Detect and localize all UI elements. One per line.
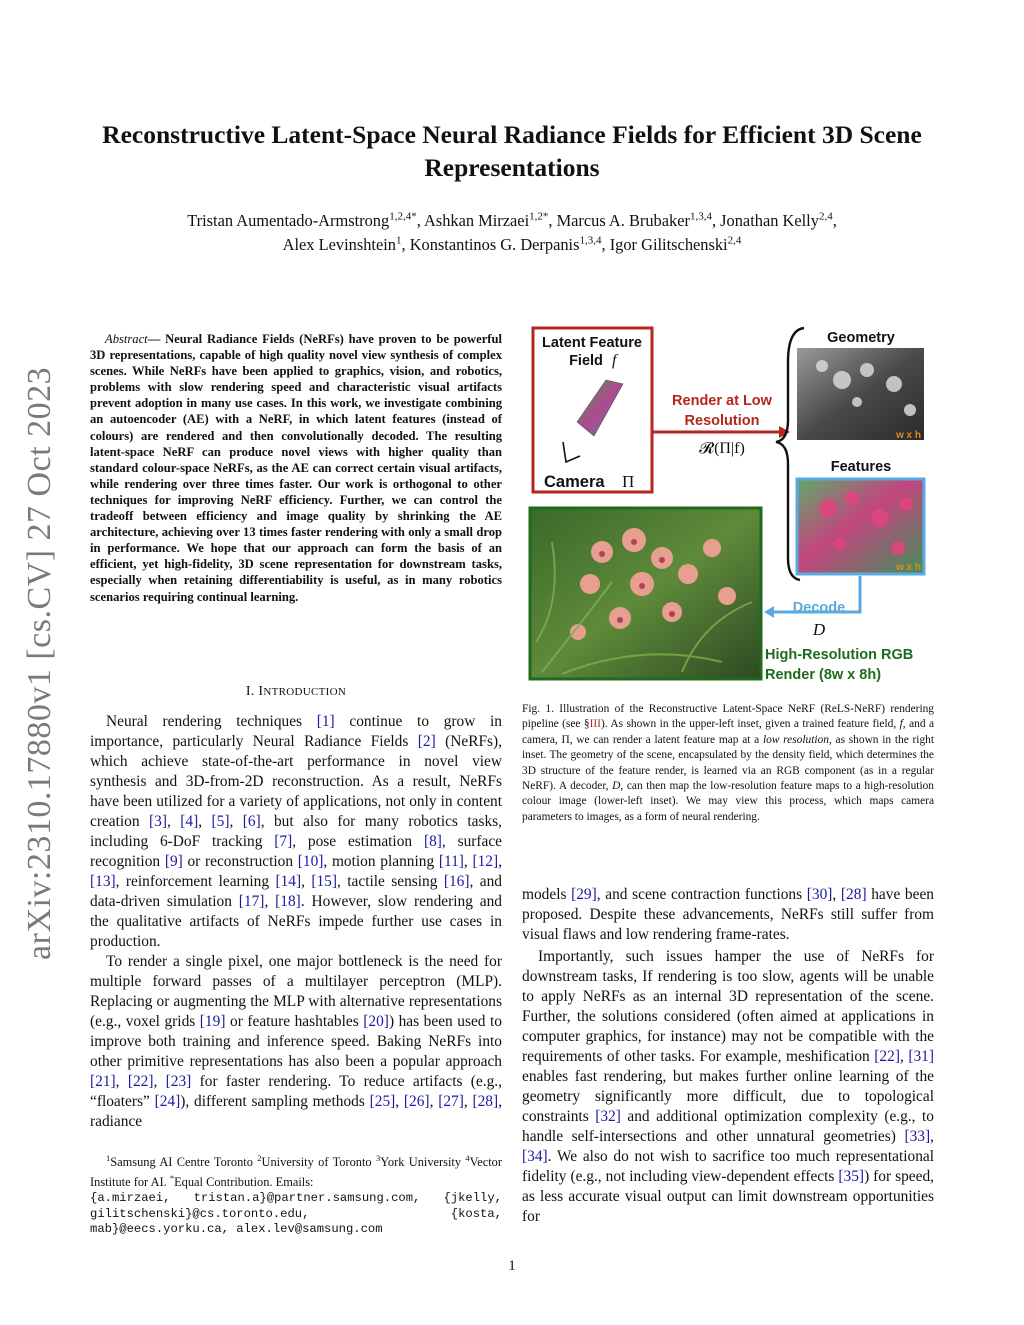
- geometry-label: Geometry: [827, 330, 895, 346]
- author-name: Marcus A. Brubaker: [556, 211, 690, 230]
- author-line-1: Tristan Aumentado-Armstrong$^{1,2,4*}$, Ashkan Mirzaei$^{1,2*}$, Marcus A. Brubaker$^{1,3,4}$, Jonathan Kelly$^{2,4}$,: [187, 210, 837, 230]
- intro-paragraph-1: Neural rendering techniques [1] continue to grow in importance, particularly Neural Radiance Fields [2] (NeRFs), which achieve state-of-the-art performance in novel view synthesis and 3D-from-2D reconstruction. As a result, NeRFs have been utilized for a variety of applications, not only in content creation [3], [4], [5], [6], but also for many robotics tasks, including 6-DoF tracking [7], pose estimation [8], surface recognition [9] or reconstruction [10], motion planning [11], [12], [13], reinforcement learning [14], [15], tactile sensing [16], and data-driven simulation [17], [18]. However, slow rendering and the qualitative artifacts of NeRFs impede further use cases in production.: [90, 713, 503, 950]
- citation-link[interactable]: [7]: [274, 833, 293, 850]
- citation-link[interactable]: [29]: [571, 886, 597, 903]
- latent-field-symbol: f: [612, 352, 617, 369]
- decode-label: Decode: [792, 600, 846, 616]
- citation-link[interactable]: [10]: [297, 853, 324, 870]
- citation-link[interactable]: [20]: [363, 1013, 389, 1030]
- citation-link[interactable]: [22]: [874, 1048, 900, 1065]
- camera-label: Camera: [544, 473, 605, 491]
- figure-1-caption: Fig. 1. Illustration of the Reconstructive Latent-Space NeRF (ReLS-NeRF) rendering pipeline (see §III). As shown in the upper-left inset, given a trained feature field, f, and a camera, Π, we can render a latent feature map at a low resolution, as shown in the right inset. The geometry of the scene, encapsulated by the density field, which determines the 3D structure of the feature render, is learned via an RGB component (as in a regular NeRF). A decoder, D, can then map the low-resolution feature maps to a high-resolution colour image (lower-left inset). We may view this process, which maps camera parameters to images, as a form of neural rendering.: [522, 703, 934, 823]
- citation-link[interactable]: [31]: [908, 1048, 934, 1065]
- author-affiliation-marker: 1,2*: [529, 210, 549, 223]
- citation-link[interactable]: [1]: [316, 713, 335, 730]
- citation-link[interactable]: [2]: [417, 733, 436, 750]
- section-heading-introduction: I. INTRODUCTION: [245, 684, 347, 699]
- render-formula: 𝓡(Π|f): [699, 440, 745, 457]
- rgb-label-2: Render (8w x 8h): [765, 667, 882, 683]
- abstract-label: Abstract: [105, 332, 148, 346]
- footnote-affiliations: $^1$Samsung AI Centre Toronto $^2$University of Toronto $^3$York University $^4$Vector Institute for AI. *Equal Contribution. Emails:: [90, 1153, 502, 1190]
- right-paragraph-1: models [29], and scene contraction functions [30], [28] have been proposed. Despite these advancements, NeRFs still suffer from visual flaws and low rendering frame-rates.: [522, 886, 934, 943]
- author-affiliation-marker: 2,4: [818, 210, 833, 223]
- citation-link[interactable]: [13]: [90, 873, 116, 890]
- decode-arrowhead: [764, 606, 774, 618]
- author-name: Alex Levinshtein: [282, 235, 396, 254]
- citation-link[interactable]: [35]: [838, 1168, 865, 1185]
- citation-link[interactable]: [17]: [238, 893, 265, 910]
- figure-1: [522, 322, 934, 690]
- geometry-image: [797, 348, 924, 440]
- superscript: 4: [465, 1153, 470, 1163]
- footnote-emails: {a.mirzaei, tristan.a}@partner.samsung.com, {jkelly, gilitschenski}@cs.toronto.edu, {kosta, mab}@eecs.yorku.ca, alex.lev@samsung.com: [90, 1190, 502, 1237]
- italic-text: D: [612, 780, 621, 793]
- citation-link[interactable]: [28]: [840, 886, 867, 903]
- citation-link[interactable]: [16]: [443, 873, 470, 890]
- camera-symbol: Π: [622, 472, 635, 491]
- latent-field-label-2: Field: [569, 353, 603, 369]
- author-list: [110, 209, 914, 257]
- features-label: Features: [830, 459, 892, 475]
- superscript: 2: [257, 1153, 262, 1163]
- superscript: 1: [106, 1153, 111, 1163]
- citation-link[interactable]: [22]: [127, 1073, 154, 1090]
- citation-link[interactable]: [30]: [806, 886, 833, 903]
- citation-link[interactable]: [19]: [199, 1013, 226, 1030]
- author-name: Ashkan Mirzaei: [423, 211, 530, 230]
- author-line-2: Alex Levinshtein$^1$, Konstantinos G. Derpanis$^{1,3,4}$, Igor Gilitschenski$^{2,4}$: [282, 234, 742, 254]
- right-paragraph-2: Importantly, such issues hamper the use of NeRFs for downstream tasks, If rendering is too slow, agents will be unable to apply NeRFs as an internal 3D representation of the scene. Further, the solutions considered (often aimed at applications in computer graphics, for instance) may not be compatible with the requirements of other tasks. For example, meshification [22], [31] enables fast rendering, but makes further online learning of the geometry significantly more difficult, due to topological constraints [32] and additional optimization complexity (e.g., to handle self-intersections and other unnatural geometries) [33], [34]. We also do not wish to sacrifice too much representational fidelity (e.g., not including view-dependent effects [35]) for speed, as less accurate visual output can limit downstream opportunities for: [522, 948, 935, 1225]
- citation-link[interactable]: [4]: [180, 813, 199, 830]
- citation-link[interactable]: [24]: [154, 1093, 181, 1110]
- intro-paragraph-2: To render a single pixel, one major bottleneck is the need for multiple forward passes of a multilayer perceptron (MLP). Replacing or augmenting the MLP with alternative representations (e.g., voxel grids [19] or feature hashtables [20]) has been used to improve both training and inference speed. Baking NeRFs into other primitive representations has also been a popular approach [21], [22], [23] for faster rendering. To reduce artifacts (e.g., “floaters” [24]), different sampling methods [25], [26], [27], [28], radiance: [90, 953, 502, 1130]
- features-image: [797, 479, 924, 574]
- citation-link[interactable]: [8]: [423, 833, 442, 850]
- page-number: 1: [508, 1258, 516, 1274]
- affiliation-footnote: [90, 1151, 502, 1238]
- citation-link[interactable]: [15]: [311, 873, 338, 890]
- abstract: [90, 331, 502, 605]
- citation-link[interactable]: [26]: [403, 1093, 430, 1110]
- author-affiliation-marker: 2,4: [727, 234, 742, 247]
- section-ref-link[interactable]: III: [589, 718, 601, 731]
- abstract-text: — Neural Radiance Fields (NeRFs) have proven to be powerful 3D representations, capable of high quality novel view synthesis of complex scenes. While NeRFs have been applied to graphics, vision, and robotics, problems with slow rendering speed and characteristic visual artifacts prevent adoption in many use cases. In this work, we investigate combining an autoencoder (AE) with a NeRF, in which latent features (instead of colours) are rendered and then convolutionally decoded. The resulting latent-space NeRF can produce novel views with higher quality than standard colour-space NeRFs, as the AE can correct certain visual artifacts, while rendering over three times faster. Our work is orthogonal to other techniques for improving NeRF efficiency. Further, we can control the tradeoff between efficiency and image quality by shrinking the AE architecture, achieving over 13 times faster rendering with only a small drop in performance. We hope that our approach can form the basis of an efficient, yet high-fidelity, 3D scene representation for downstream tasks, especially when retaining differentiability is useful, as in many robotics scenarios requiring continual learning.: [90, 332, 502, 604]
- citation-link[interactable]: [14]: [275, 873, 302, 890]
- features-size-label: w x h: [895, 562, 921, 573]
- citation-link[interactable]: [9]: [164, 853, 183, 870]
- author-affiliation-marker: 1,3,4: [689, 210, 712, 223]
- render-label-1: Render at Low: [672, 393, 772, 409]
- citation-link[interactable]: [34]: [522, 1148, 548, 1165]
- italic-text: low resolution: [762, 733, 829, 746]
- paper-title: Reconstructive Latent-Space Neural Radiance Fields for Efficient 3D Scene Representations: [102, 120, 922, 182]
- author-name: Konstantinos G. Derpanis: [409, 235, 580, 254]
- author-name: Jonathan Kelly: [720, 211, 819, 230]
- citation-link[interactable]: [33]: [904, 1128, 931, 1145]
- citation-link[interactable]: [23]: [165, 1073, 192, 1090]
- citation-link[interactable]: [27]: [438, 1093, 464, 1110]
- author-affiliation-marker: 1,3,4: [579, 234, 602, 247]
- decode-symbol: D: [812, 620, 826, 639]
- citation-link[interactable]: [32]: [595, 1108, 621, 1125]
- citation-link[interactable]: [3]: [149, 813, 167, 830]
- render-label-2: Resolution: [684, 413, 760, 429]
- introduction-body: [90, 712, 502, 1132]
- pipeline-diagram: [522, 322, 934, 690]
- author-name: Igor Gilitschenski: [609, 235, 728, 254]
- right-column-body: [522, 885, 934, 1227]
- superscript: *: [169, 1172, 175, 1183]
- citation-link[interactable]: [25]: [369, 1093, 396, 1110]
- citation-link[interactable]: [28]: [472, 1093, 499, 1110]
- author-name: Tristan Aumentado-Armstrong: [187, 211, 390, 230]
- citation-link[interactable]: [11]: [438, 853, 464, 870]
- citation-link[interactable]: [5]: [211, 813, 230, 830]
- latent-field-label-1: Latent Feature: [542, 335, 642, 351]
- citation-link[interactable]: [18]: [275, 893, 301, 910]
- rgb-label-1: High-Resolution RGB: [765, 647, 914, 663]
- italic-text: f: [899, 718, 903, 731]
- author-affiliation-marker: 1: [395, 234, 402, 247]
- citation-link[interactable]: [6]: [242, 813, 261, 830]
- citation-link[interactable]: [21]: [90, 1073, 116, 1090]
- arxiv-stamp: arXiv:2310.17880v1 [cs.CV] 27 Oct 2023: [21, 366, 58, 960]
- superscript: 3: [375, 1153, 381, 1163]
- geometry-size-label: w x h: [895, 430, 921, 441]
- citation-link[interactable]: [12]: [472, 853, 499, 870]
- author-affiliation-marker: 1,2,4*: [389, 210, 417, 223]
